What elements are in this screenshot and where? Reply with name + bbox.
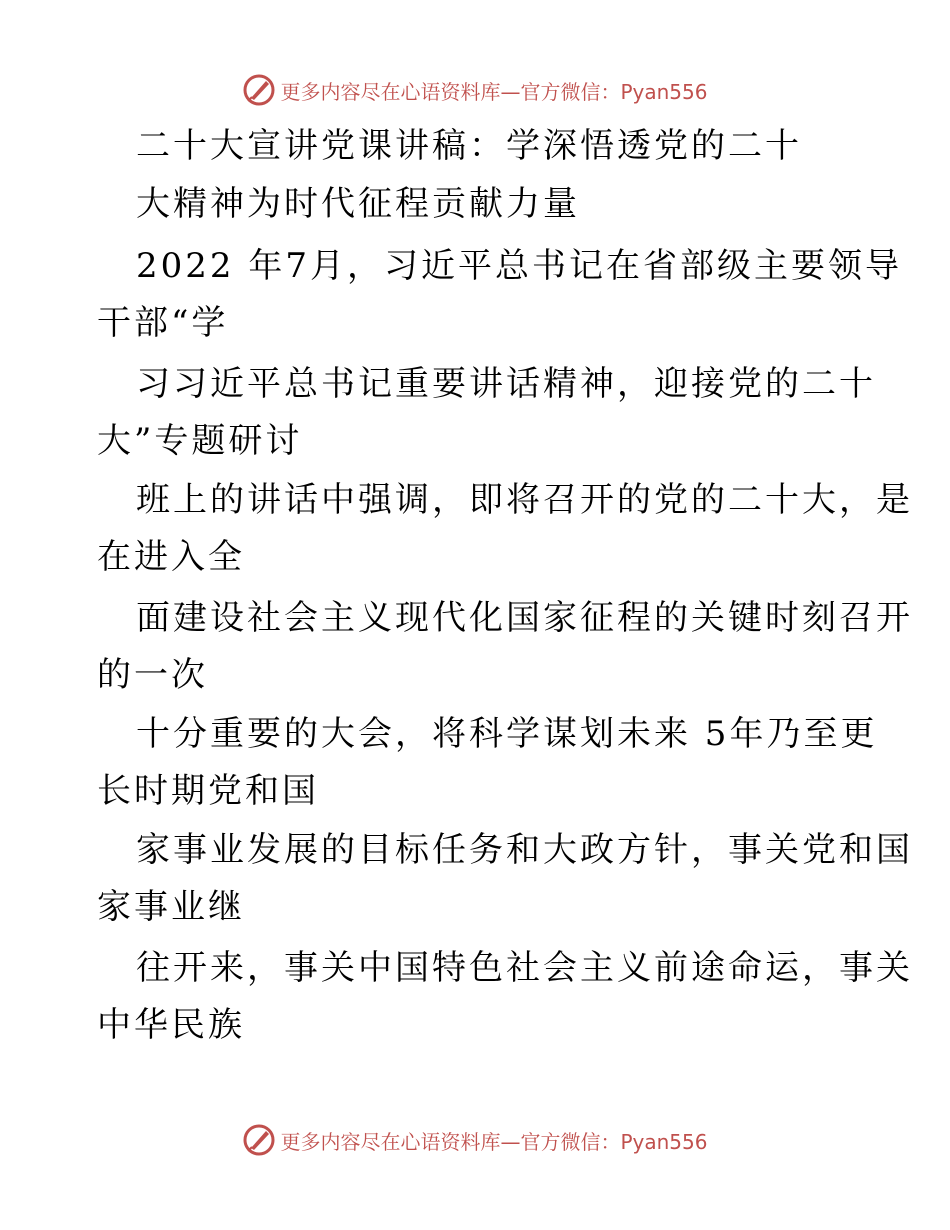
text-line: 干部“学 — [97, 303, 229, 343]
text-line: 面建设社会主义现代化国家征程的关键时刻召开 — [136, 598, 913, 638]
text-line: 在进入全 — [97, 537, 245, 577]
quill-logo-icon — [242, 73, 276, 107]
text-line: 往开来，事关中国特色社会主义前途命运，事关 — [136, 948, 913, 988]
text-line: 班上的讲话中强调，即将召开的党的二十大，是 — [136, 480, 913, 520]
header-banner-text: 更多内容尽在心语资料库—官方微信：Pyan556 — [280, 79, 708, 104]
title-line-2: 大精神为时代征程贡献力量 — [136, 184, 580, 224]
footer-banner-text: 更多内容尽在心语资料库—官方微信：Pyan556 — [280, 1129, 708, 1154]
text-line: 2022 年7月，习近平总书记在省部级主要领导 — [136, 246, 902, 286]
text-line: 习习近平总书记重要讲话精神，迎接党的二十 — [136, 364, 876, 404]
text-line: 长时期党和国 — [97, 771, 319, 811]
title-line-1: 二十大宣讲党课讲稿：学深悟透党的二十 — [136, 126, 802, 166]
text-line: 家事业继 — [97, 887, 245, 927]
quill-logo-icon — [242, 1123, 276, 1157]
header-banner — [0, 70, 950, 110]
footer-banner — [0, 1120, 950, 1160]
text-line: 十分重要的大会，将科学谋划未来 5年乃至更 — [136, 714, 878, 754]
text-line: 大”专题研讨 — [97, 421, 303, 461]
text-line: 家事业发展的目标任务和大政方针，事关党和国 — [136, 830, 913, 870]
text-line: 的一次 — [97, 655, 208, 695]
text-line: 中华民族 — [97, 1005, 245, 1045]
